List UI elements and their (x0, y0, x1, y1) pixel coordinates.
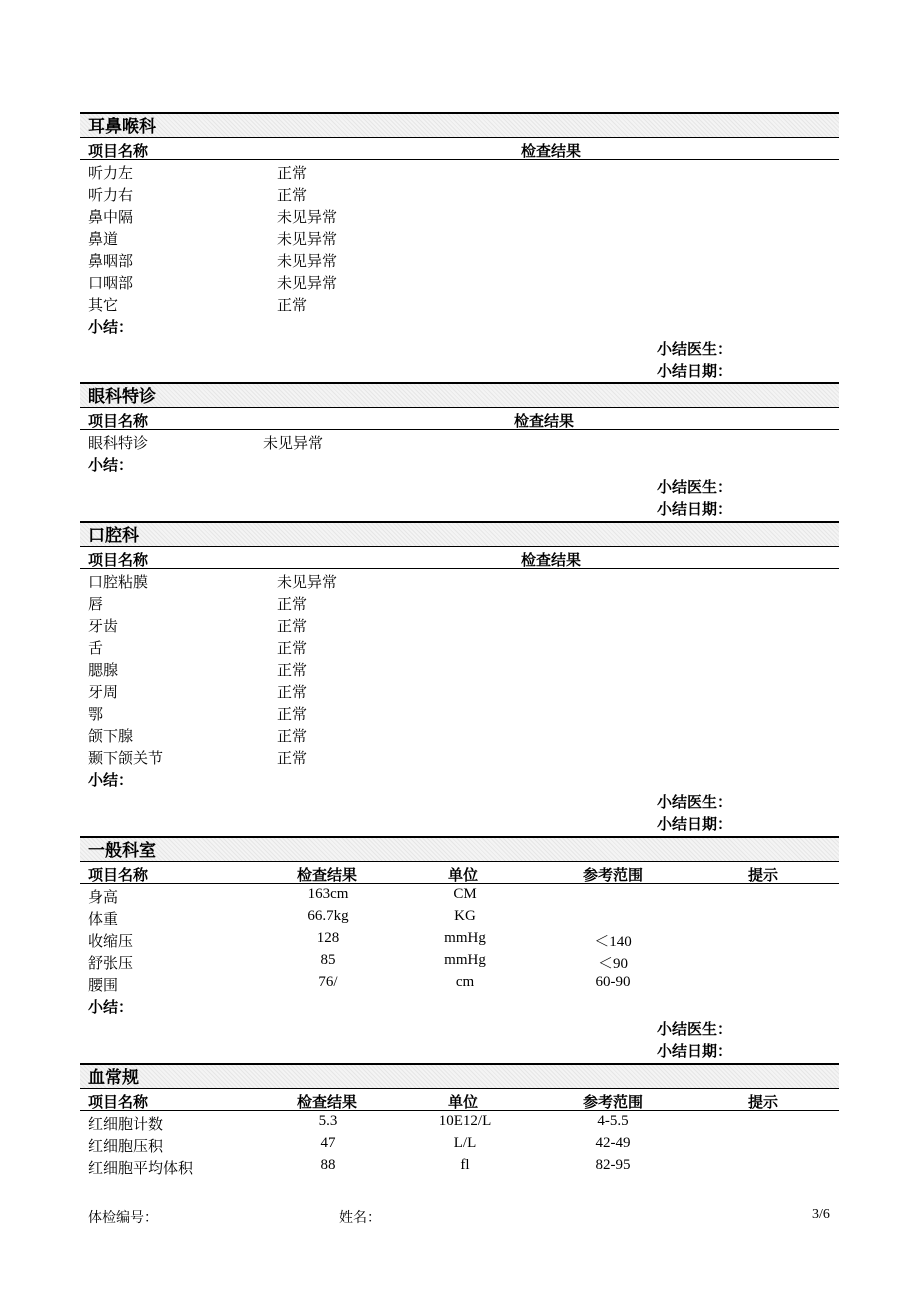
item-name: 听力左 (88, 166, 134, 182)
item-result: 正常 (277, 166, 308, 182)
col-result: 检查结果 (297, 1094, 358, 1111)
item-unit: mmHg (444, 930, 486, 946)
result-row (80, 569, 839, 591)
item-name: 红细胞压积 (88, 1139, 164, 1155)
summary-row (80, 452, 839, 474)
result-row (80, 248, 839, 270)
summary-label: 小结： (88, 457, 134, 474)
section-title: 眼科特诊 (80, 382, 839, 408)
result-row (80, 292, 839, 314)
item-result: 128 (316, 930, 340, 946)
result-list (80, 430, 839, 452)
result-list (80, 1111, 839, 1177)
result-row (80, 270, 839, 292)
date-row (80, 358, 839, 380)
summary-doctor-label: 小结医生： (657, 479, 733, 496)
item-name: 牙齿 (88, 619, 119, 635)
item-result: 47 (320, 1135, 336, 1151)
col-unit: 单位 (448, 1094, 479, 1111)
result-row (80, 635, 839, 657)
report-page (80, 112, 839, 1177)
item-result: 正常 (277, 707, 308, 723)
doctor-row (80, 336, 839, 358)
result-row (80, 972, 839, 994)
item-unit: KG (454, 908, 476, 924)
result-row (80, 906, 839, 928)
col-name: 项目名称 (88, 143, 149, 160)
result-row (80, 745, 839, 767)
result-list (80, 569, 839, 767)
item-name: 唇 (88, 597, 104, 613)
col-name: 项目名称 (88, 413, 149, 430)
item-result: 66.7kg (307, 908, 349, 924)
item-name: 口腔粘膜 (88, 575, 149, 591)
result-row (80, 1111, 839, 1133)
item-result: 163cm (307, 886, 349, 902)
item-name: 鼻中隔 (88, 210, 134, 226)
item-result: 正常 (277, 619, 308, 635)
summary-row (80, 767, 839, 789)
item-result: 未见异常 (263, 436, 324, 452)
item-name: 鼻咽部 (88, 254, 134, 270)
result-list (80, 884, 839, 994)
date-row (80, 1038, 839, 1060)
column-header (80, 862, 839, 884)
summary-date-label: 小结日期： (657, 363, 733, 380)
item-range: 42-49 (595, 1135, 631, 1151)
item-result: 正常 (277, 188, 308, 204)
item-result: 未见异常 (277, 254, 338, 270)
section-eye (80, 382, 839, 518)
col-result: 检查结果 (514, 413, 575, 430)
item-result: 未见异常 (277, 276, 338, 292)
summary-date-label: 小结日期： (657, 816, 733, 833)
patient-name-label: 姓名： (339, 1211, 381, 1226)
column-header (80, 138, 839, 160)
result-row (80, 1155, 839, 1177)
result-row (80, 950, 839, 972)
item-result: 76/ (318, 974, 338, 990)
item-name: 腮腺 (88, 663, 119, 679)
result-row (80, 723, 839, 745)
item-range: 60-90 (595, 974, 631, 990)
section-general (80, 836, 839, 1060)
result-row (80, 591, 839, 613)
section-blood (80, 1063, 839, 1177)
doctor-row (80, 1016, 839, 1038)
col-result: 检查结果 (521, 143, 582, 160)
date-row (80, 811, 839, 833)
summary-doctor-label: 小结医生： (657, 1021, 733, 1038)
col-name: 项目名称 (88, 867, 149, 884)
item-name: 口咽部 (88, 276, 134, 292)
item-unit: 10E12/L (438, 1113, 492, 1129)
result-row (80, 1133, 839, 1155)
item-range: 82-95 (595, 1157, 631, 1173)
item-unit: CM (453, 886, 477, 902)
result-row (80, 226, 839, 248)
item-name: 其它 (88, 298, 119, 314)
item-name: 听力右 (88, 188, 134, 204)
col-unit: 单位 (448, 867, 479, 884)
column-header (80, 408, 839, 430)
item-range: ＜90 (597, 956, 628, 972)
item-unit: cm (455, 974, 475, 990)
result-row (80, 430, 839, 452)
column-header (80, 547, 839, 569)
item-result: 5.3 (318, 1113, 338, 1129)
summary-row (80, 314, 839, 336)
exam-number-label: 体检编号： (88, 1211, 158, 1226)
col-hint: 提示 (748, 1094, 779, 1111)
item-result: 88 (320, 1157, 336, 1173)
date-row (80, 496, 839, 518)
section-title: 一般科室 (80, 836, 839, 862)
summary-date-label: 小结日期： (657, 501, 733, 518)
item-result: 正常 (277, 663, 308, 679)
item-name: 身高 (88, 890, 119, 906)
doctor-row (80, 474, 839, 496)
result-row (80, 613, 839, 635)
item-unit: L/L (453, 1135, 477, 1151)
col-name: 项目名称 (88, 1094, 149, 1111)
item-result: 正常 (277, 729, 308, 745)
page-number: 3/6 (812, 1207, 830, 1222)
item-range: ＜140 (594, 934, 632, 950)
summary-row (80, 994, 839, 1016)
col-range: 参考范围 (583, 1094, 644, 1111)
item-name: 红细胞平均体积 (88, 1161, 194, 1177)
item-result: 未见异常 (277, 575, 338, 591)
item-name: 收缩压 (88, 934, 134, 950)
result-row (80, 884, 839, 906)
summary-label: 小结： (88, 772, 134, 789)
summary-doctor-label: 小结医生： (657, 341, 733, 358)
item-unit: fl (460, 1157, 470, 1173)
item-result: 正常 (277, 751, 308, 767)
item-result: 正常 (277, 685, 308, 701)
result-row (80, 657, 839, 679)
doctor-row (80, 789, 839, 811)
item-name: 舌 (88, 641, 104, 657)
item-result: 未见异常 (277, 232, 338, 248)
col-range: 参考范围 (583, 867, 644, 884)
section-title: 口腔科 (80, 521, 839, 547)
item-range: 4-5.5 (597, 1113, 629, 1129)
item-name: 红细胞计数 (88, 1117, 164, 1133)
result-row (80, 928, 839, 950)
item-result: 正常 (277, 298, 308, 314)
col-result: 检查结果 (521, 552, 582, 569)
result-row (80, 204, 839, 226)
summary-doctor-label: 小结医生： (657, 794, 733, 811)
item-name: 眼科特诊 (88, 436, 149, 452)
item-name: 鼻道 (88, 232, 119, 248)
section-title: 耳鼻喉科 (80, 112, 839, 138)
summary-label: 小结： (88, 999, 134, 1016)
item-result: 85 (320, 952, 336, 968)
item-name: 鄂 (88, 707, 104, 723)
column-header (80, 1089, 839, 1111)
result-row (80, 182, 839, 204)
result-row (80, 679, 839, 701)
col-name: 项目名称 (88, 552, 149, 569)
item-result: 正常 (277, 597, 308, 613)
section-ent (80, 112, 839, 380)
section-title: 血常规 (80, 1063, 839, 1089)
item-name: 舒张压 (88, 956, 134, 972)
item-name: 颞下颌关节 (88, 751, 164, 767)
result-row (80, 160, 839, 182)
item-result: 未见异常 (277, 210, 338, 226)
item-name: 体重 (88, 912, 119, 928)
item-unit: mmHg (444, 952, 486, 968)
item-result: 正常 (277, 641, 308, 657)
item-name: 颌下腺 (88, 729, 134, 745)
summary-label: 小结： (88, 319, 134, 336)
item-name: 牙周 (88, 685, 119, 701)
item-name: 腰围 (88, 978, 119, 994)
section-oral (80, 521, 839, 833)
summary-date-label: 小结日期： (657, 1043, 733, 1060)
col-result: 检查结果 (297, 867, 358, 884)
result-list (80, 160, 839, 314)
result-row (80, 701, 839, 723)
col-hint: 提示 (748, 867, 779, 884)
